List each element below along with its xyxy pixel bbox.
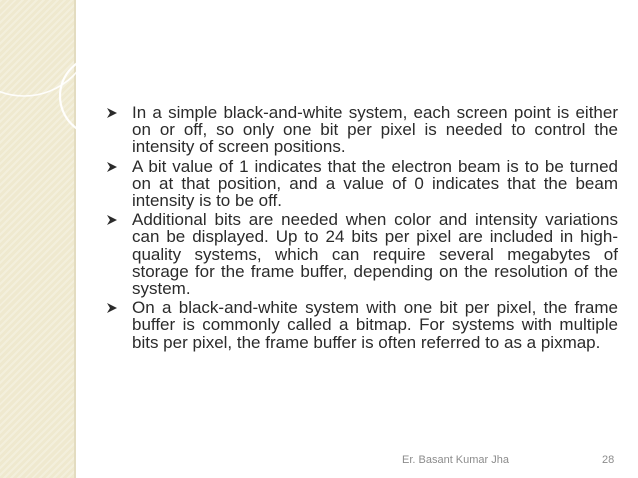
bullet-list	[104, 104, 618, 351]
footer-author: Er. Basant Kumar Jha	[402, 454, 509, 466]
bullet-item	[104, 104, 618, 156]
bullet-item	[104, 299, 618, 351]
arrow-bullet-icon	[106, 214, 118, 226]
page-number: 28	[602, 454, 615, 466]
bullet-text: Additional bits are needed when color and intensity variations can be displayed. Up to 24 bits per pixel are included in high-quality systems, which can require several megabytes of storage for the frame buffer, depending on the resolution of the system.	[132, 210, 618, 299]
slide-content	[104, 104, 618, 353]
arrow-bullet-icon	[106, 302, 118, 314]
bullet-item	[104, 211, 618, 297]
bullet-text: A bit value of 1 indicates that the electron beam is to be turned on at that position, and a value of 0 indicates that the beam intensity is to be off.	[132, 156, 618, 211]
arrow-bullet-icon	[106, 107, 118, 119]
bullet-text: On a black-and-white system with one bit per pixel, the frame buffer is commonly called a bitmap. For systems with multiple bits per pixel, the frame buffer is often referred to as a pixmap.	[132, 298, 618, 352]
bullet-item	[104, 158, 618, 210]
arrow-bullet-icon	[106, 161, 118, 173]
bullet-text: In a simple black-and-white system, each screen point is either on or off, so only one bit per pixel is needed to control the intensity of screen positions.	[132, 103, 618, 157]
